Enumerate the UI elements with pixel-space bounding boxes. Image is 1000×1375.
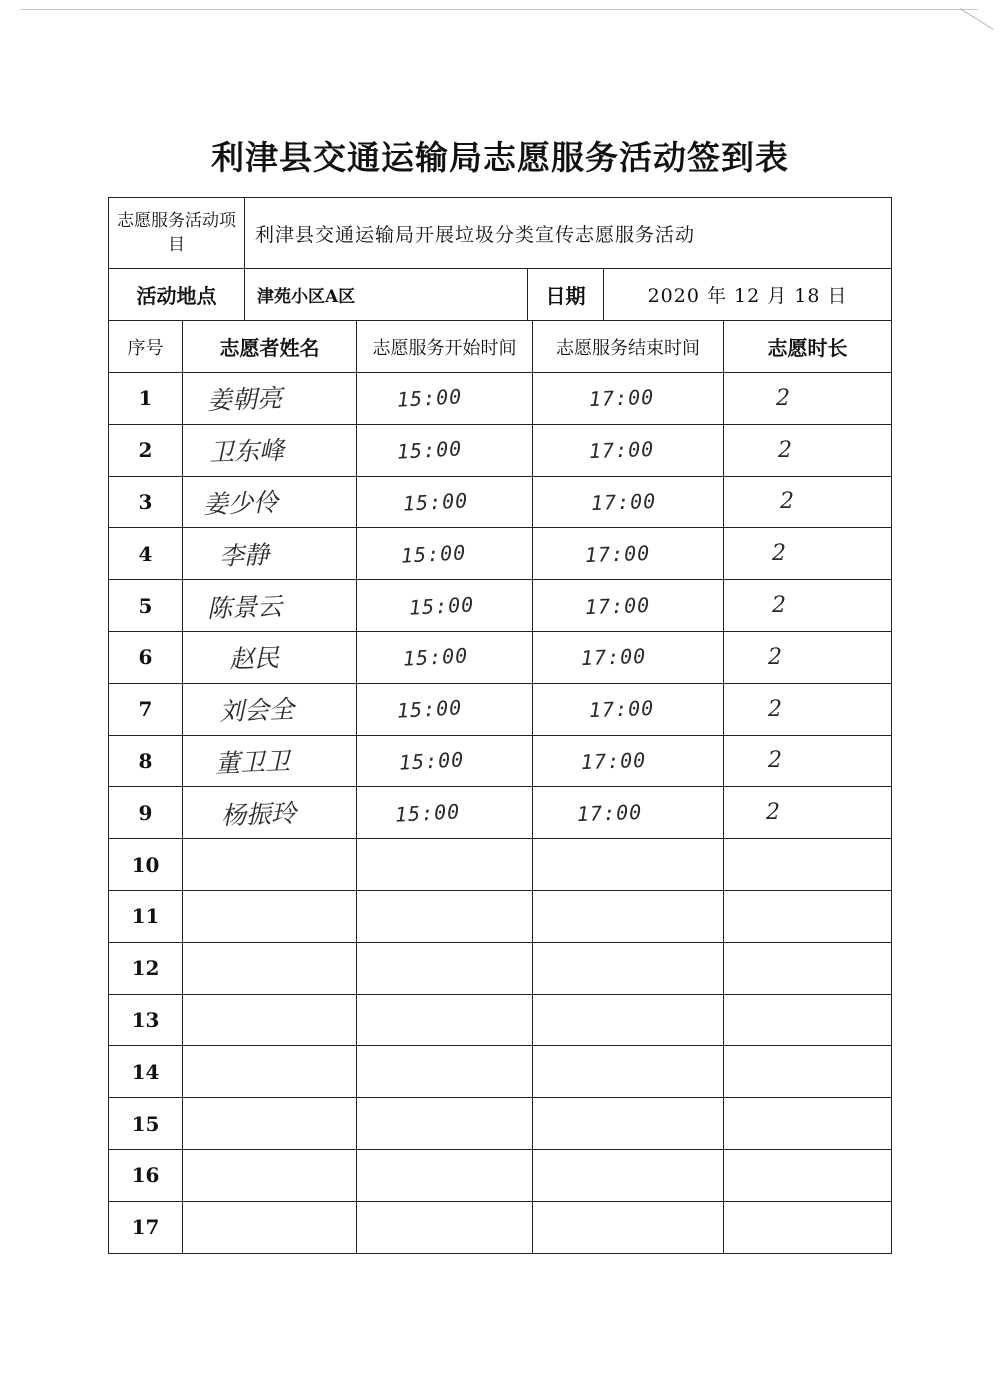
volunteer-signature: 杨振玲	[220, 798, 297, 831]
end-time-cell	[533, 1149, 724, 1201]
service-hours: 2	[768, 644, 782, 670]
volunteer-name-cell	[183, 580, 357, 632]
header-end: 志愿服务结束时间	[533, 321, 724, 373]
row-number: 13	[109, 994, 183, 1046]
start-time-cell	[357, 528, 533, 580]
row-number: 1	[109, 373, 183, 425]
hours-cell	[724, 528, 892, 580]
project-row	[109, 198, 892, 269]
start-time: 15:00	[396, 436, 463, 464]
table-row	[109, 890, 892, 942]
row-number: 11	[109, 890, 183, 942]
service-hours: 2	[778, 437, 792, 463]
volunteer-signature: 赵民	[228, 643, 280, 675]
table-row	[109, 942, 892, 994]
date-value: 2020 年 12 月 18 日	[647, 285, 848, 307]
hours-cell	[724, 942, 892, 994]
volunteer-name-cell	[183, 839, 357, 891]
start-time-cell	[357, 476, 533, 528]
project-label: 志愿服务活动项目	[109, 198, 245, 268]
volunteer-signature: 陈景云	[206, 591, 283, 623]
end-time-cell	[533, 683, 724, 735]
table-row	[109, 994, 892, 1046]
table-row	[109, 631, 892, 683]
start-time-cell	[357, 1046, 533, 1098]
end-time: 17:00	[580, 747, 647, 775]
volunteer-signature: 董卫卫	[214, 746, 291, 779]
volunteer-signature: 姜少伶	[202, 487, 279, 520]
end-time-cell	[533, 1201, 724, 1253]
volunteer-signature: 李静	[218, 539, 270, 571]
row-number: 3	[109, 476, 183, 528]
row-number: 10	[109, 839, 183, 891]
hours-cell	[724, 631, 892, 683]
start-time: 15:00	[402, 488, 469, 516]
end-time: 17:00	[580, 644, 647, 671]
end-time: 17:00	[590, 488, 657, 516]
end-time: 17:00	[584, 540, 651, 567]
volunteer-name-cell	[183, 787, 357, 839]
header-seq: 序号	[109, 321, 183, 373]
table-row	[109, 424, 892, 476]
end-time-cell	[533, 839, 724, 891]
project-row-cell	[109, 198, 892, 269]
end-time-cell	[533, 1046, 724, 1098]
volunteer-name-cell	[183, 528, 357, 580]
start-time: 15:00	[400, 540, 467, 568]
start-time-cell	[357, 373, 533, 425]
start-time: 15:00	[402, 643, 469, 672]
end-time-cell	[533, 1098, 724, 1150]
end-time: 17:00	[576, 799, 643, 826]
page-title: 利津县交通运输局志愿服务活动签到表	[211, 138, 789, 177]
hours-cell	[724, 580, 892, 632]
start-time-cell	[357, 942, 533, 994]
hours-cell	[724, 890, 892, 942]
hours-cell	[724, 735, 892, 787]
volunteer-name-cell	[183, 476, 357, 528]
service-hours: 2	[768, 748, 782, 774]
row-number: 12	[109, 942, 183, 994]
volunteer-name-cell	[183, 1046, 357, 1098]
row-number: 7	[109, 683, 183, 735]
start-time-cell	[357, 580, 533, 632]
start-time-cell	[357, 1149, 533, 1201]
end-time-cell	[533, 994, 724, 1046]
end-time: 17:00	[588, 385, 655, 412]
volunteer-name-cell	[183, 1098, 357, 1150]
start-time: 15:00	[396, 384, 463, 413]
end-time-cell	[533, 890, 724, 942]
column-header-row	[109, 321, 892, 373]
hours-cell	[724, 1046, 892, 1098]
service-hours: 2	[766, 800, 780, 826]
volunteer-signature: 姜朝亮	[206, 384, 283, 416]
end-time-cell	[533, 476, 724, 528]
volunteer-name-cell	[183, 890, 357, 942]
service-hours: 2	[768, 696, 782, 722]
table-row	[109, 1098, 892, 1150]
volunteer-name-cell	[183, 373, 357, 425]
header-start: 志愿服务开始时间	[357, 321, 533, 373]
date-label: 日期	[528, 269, 604, 320]
end-time: 17:00	[588, 437, 655, 464]
table-row	[109, 1201, 892, 1253]
location-date-row	[109, 269, 892, 321]
volunteer-name-cell	[183, 1201, 357, 1253]
row-number: 2	[109, 424, 183, 476]
header-name: 志愿者姓名	[183, 321, 357, 373]
start-time: 15:00	[394, 799, 461, 827]
start-time-cell	[357, 735, 533, 787]
location-value: 津苑小区A区	[245, 269, 528, 320]
end-time-cell	[533, 942, 724, 994]
end-time-cell	[533, 528, 724, 580]
header-hours: 志愿时长	[724, 321, 892, 373]
end-time-cell	[533, 424, 724, 476]
row-number: 6	[109, 631, 183, 683]
hours-cell	[724, 1201, 892, 1253]
table-row	[109, 373, 892, 425]
volunteer-name-cell	[183, 683, 357, 735]
start-time-cell	[357, 683, 533, 735]
table-row	[109, 528, 892, 580]
start-time-cell	[357, 1098, 533, 1150]
hours-cell	[724, 787, 892, 839]
start-time-cell	[357, 424, 533, 476]
volunteer-name-cell	[183, 631, 357, 683]
start-time: 15:00	[398, 747, 465, 775]
row-number: 17	[109, 1201, 183, 1253]
volunteer-signature: 刘会全	[218, 694, 295, 727]
start-time-cell	[357, 631, 533, 683]
end-time-cell	[533, 735, 724, 787]
start-time-cell	[357, 1201, 533, 1253]
volunteer-name-cell	[183, 994, 357, 1046]
sign-in-table	[108, 197, 892, 1254]
hours-cell	[724, 683, 892, 735]
row-number: 15	[109, 1098, 183, 1150]
hours-cell	[724, 994, 892, 1046]
volunteer-name-cell	[183, 1149, 357, 1201]
volunteer-name-cell	[183, 942, 357, 994]
volunteer-signature: 卫东峰	[208, 435, 285, 468]
table-row	[109, 580, 892, 632]
table-row	[109, 683, 892, 735]
end-time-cell	[533, 787, 724, 839]
start-time: 15:00	[396, 695, 463, 723]
hours-cell	[724, 1098, 892, 1150]
row-number: 8	[109, 735, 183, 787]
location-date-cell	[109, 269, 892, 321]
table-row	[109, 476, 892, 528]
hours-cell	[724, 476, 892, 528]
table-row	[109, 1046, 892, 1098]
row-number: 9	[109, 787, 183, 839]
hours-cell	[724, 373, 892, 425]
service-hours: 2	[776, 385, 790, 411]
start-time-cell	[357, 890, 533, 942]
table-row	[109, 839, 892, 891]
end-time-cell	[533, 631, 724, 683]
hours-cell	[724, 839, 892, 891]
end-time: 17:00	[588, 696, 655, 723]
volunteer-name-cell	[183, 424, 357, 476]
table-row	[109, 735, 892, 787]
service-hours: 2	[780, 489, 794, 515]
start-time: 15:00	[408, 591, 475, 620]
start-time-cell	[357, 994, 533, 1046]
row-number: 4	[109, 528, 183, 580]
scan-page-edge	[20, 9, 978, 10]
row-number: 16	[109, 1149, 183, 1201]
service-hours: 2	[772, 541, 786, 567]
table-row	[109, 787, 892, 839]
start-time-cell	[357, 839, 533, 891]
service-hours: 2	[772, 593, 786, 619]
row-number: 14	[109, 1046, 183, 1098]
project-value: 利津县交通运输局开展垃圾分类宣传志愿服务活动	[255, 223, 696, 246]
table-row	[109, 1149, 892, 1201]
location-label: 活动地点	[109, 269, 245, 320]
start-time-cell	[357, 787, 533, 839]
end-time: 17:00	[584, 592, 651, 619]
hours-cell	[724, 424, 892, 476]
end-time-cell	[533, 580, 724, 632]
end-time-cell	[533, 373, 724, 425]
row-number: 5	[109, 580, 183, 632]
scan-corner-fold	[945, 8, 994, 54]
hours-cell	[724, 1149, 892, 1201]
volunteer-name-cell	[183, 735, 357, 787]
